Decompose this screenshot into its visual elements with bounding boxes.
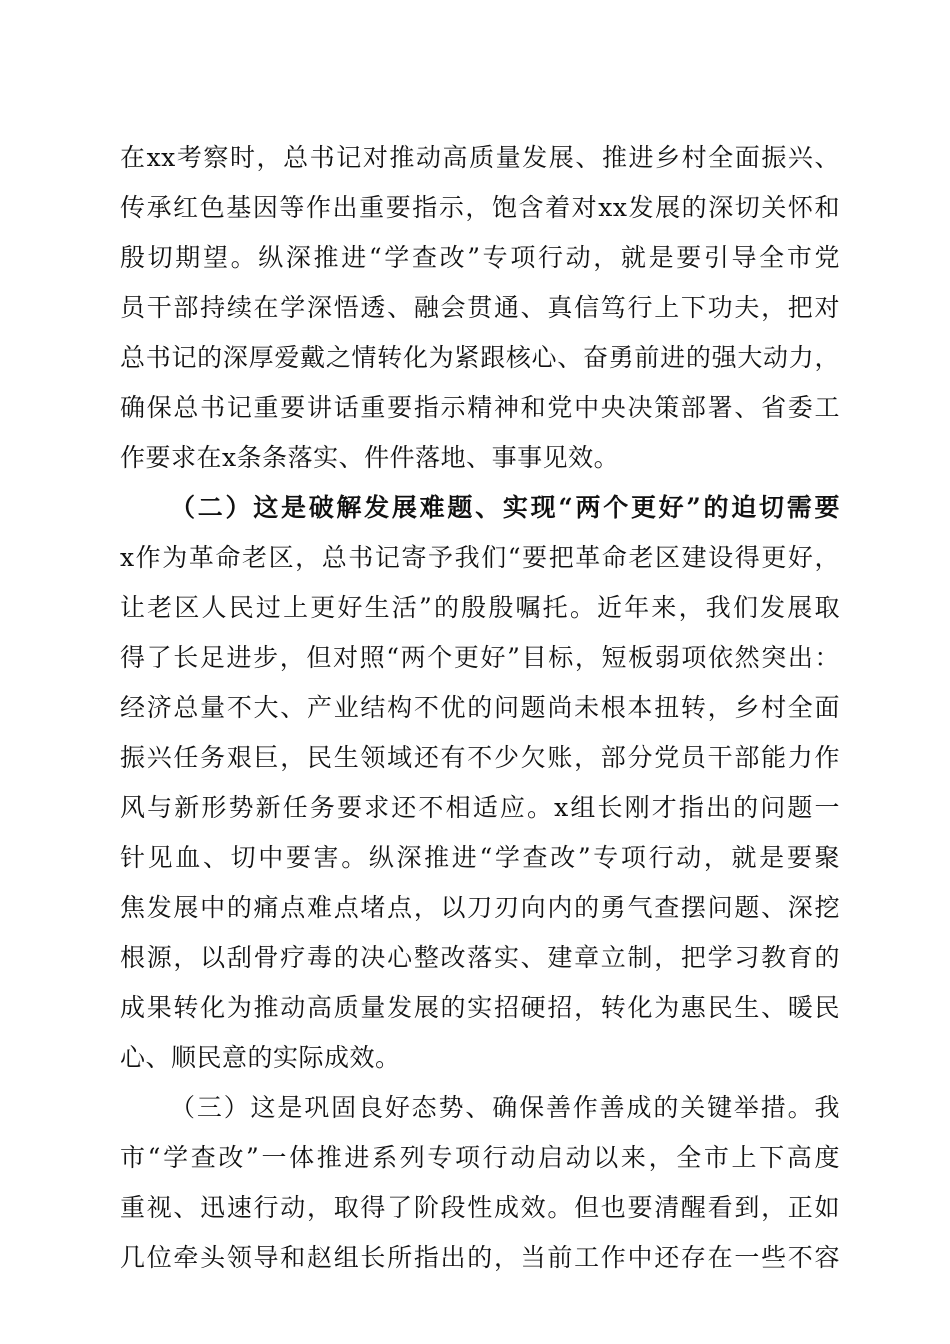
text-line: 总书记的深厚爱戴之情转化为紧跟核心、奋勇前进的强大动力， xyxy=(120,343,840,372)
section-heading: （三）这是巩固良好态势、确保善作善成的关键举措。我 xyxy=(170,1093,840,1122)
text-line: 员干部持续在学深悟透、融会贯通、真信笃行上下功夫，把对 xyxy=(120,293,840,322)
text-line: 确保总书记重要讲话重要指示精神和党中央决策部署、省委工 xyxy=(120,393,840,422)
section-heading: （二）这是破解发展难题、实现“两个更好”的迫切需要 xyxy=(170,493,840,522)
text-line: 重视、迅速行动，取得了阶段性成效。但也要清醒看到，正如 xyxy=(120,1193,840,1222)
text-line: 针见血、切中要害。纵深推进“学查改”专项行动，就是要聚 xyxy=(120,843,840,872)
text-line: 焦发展中的痛点难点堵点，以刀刃向内的勇气查摆问题、深挖 xyxy=(120,893,840,922)
text-line: 殷切期望。纵深推进“学查改”专项行动，就是要引导全市党 xyxy=(120,243,840,272)
text-line: 心、顺民意的实际成效。 xyxy=(120,1043,401,1072)
text-line: 传承红色基因等作出重要指示，饱含着对xx发展的深切关怀和 xyxy=(120,193,840,222)
text-line: 市“学查改”一体推进系列专项行动启动以来，全市上下高度 xyxy=(120,1143,840,1172)
text-line: 风与新形势新任务要求还不相适应。x组长刚才指出的问题一 xyxy=(120,793,840,822)
text-line: 作要求在x条条落实、件件落地、事事见效。 xyxy=(120,443,620,472)
text-line: 在xx考察时，总书记对推动高质量发展、推进乡村全面振兴、 xyxy=(120,143,840,172)
text-line: 根源，以刮骨疗毒的决心整改落实、建章立制，把学习教育的 xyxy=(120,943,840,972)
text-line: 经济总量不大、产业结构不优的问题尚未根本扭转，乡村全面 xyxy=(120,693,840,722)
text-line: 成果转化为推动高质量发展的实招硬招，转化为惠民生、暖民 xyxy=(120,993,840,1022)
text-line: 振兴任务艰巨，民生领域还有不少欠账，部分党员干部能力作 xyxy=(120,743,840,772)
text-line: x作为革命老区，总书记寄予我们“要把革命老区建设得更好， xyxy=(120,543,840,572)
text-line: 得了长足进步，但对照“两个更好”目标，短板弱项依然突出： xyxy=(120,643,840,672)
text-line: 几位牵头领导和赵组长所指出的，当前工作中还存在一些不容 xyxy=(120,1243,840,1272)
text-line: 让老区人民过上更好生活”的殷殷嘱托。近年来，我们发展取 xyxy=(120,593,840,622)
